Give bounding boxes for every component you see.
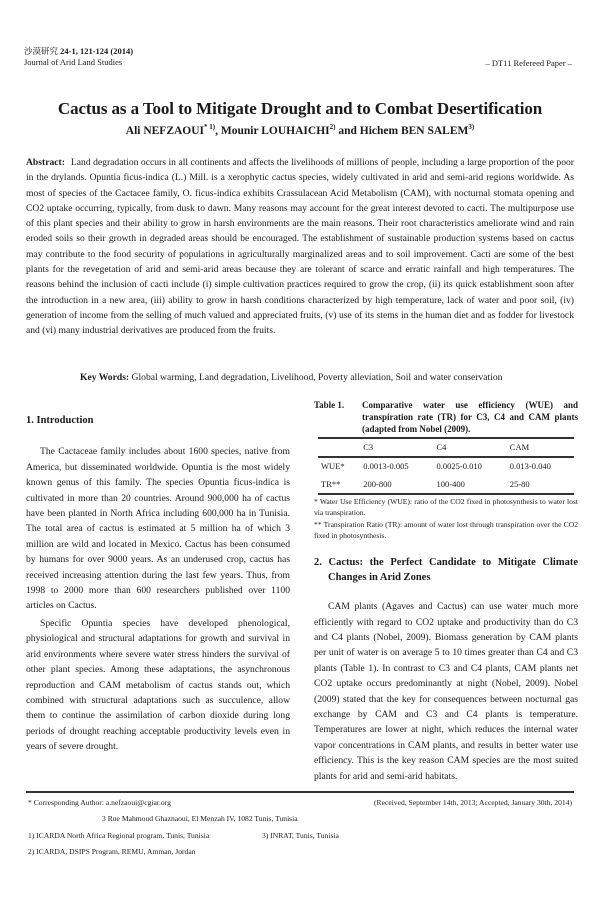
section-heading-cactus: 2. Cactus: the Perfect Candidate to Mitigate Climate Changes in Arid Zones [314, 557, 578, 584]
table-cell: WUE* [321, 461, 345, 472]
author-affiliation-mark: * 1) [204, 123, 216, 131]
right-column [314, 399, 578, 784]
table-header-row [318, 438, 574, 457]
table-footnote: * Water Use Efficiency (WUE): ratio of the CO2 fixed in photosynthesis to water lost via transpiration. [314, 497, 578, 518]
separator: , [215, 124, 221, 137]
author-name: Ali NEFZAOUI [125, 124, 205, 137]
table-row [318, 476, 574, 494]
table-header-cell: C3 [363, 442, 374, 452]
table-header-cell: CAM [509, 442, 530, 452]
journal-name-jp: 沙漠研究 [24, 46, 59, 56]
affiliation-2: 2) ICARDA, DSIPS Program, REMU, Amman, Jordan [28, 847, 196, 856]
paragraph: The Cactaceae family includes about 1600 species, native from America, but disseminated worldwide. Opuntia is the most widely known genus of this family. The species Opuntia ficus-indica is cultivated in more than 20 countries. Around 900,000 ha of cactus have been planted in North Africa including 600,000 ha in Tunisia. The total area of cactus is estimated at 5 million ha of which 3 million are wild and located in Mexico. Cactus has been consumed by humans for over 9000 years. As an underused crop, cactus has received increasing attention during the last few years. Thus, from 1998 to 2000 more than 600 researchers published over 1100 articles on Cactus. [26, 446, 290, 612]
abstract [26, 155, 574, 339]
journal-header [24, 46, 133, 68]
table-header-cell [318, 438, 360, 457]
left-column [26, 413, 290, 755]
received-dates: (Received, September 14th, 2013; Accepted, January 30th, 2014) [373, 798, 572, 807]
table-header-cell: C4 [436, 442, 447, 452]
table-cell: 200-800 [363, 478, 392, 489]
footer-divider [26, 791, 574, 793]
table-cell: 0.013-0.040 [509, 461, 551, 472]
affiliation-3: 3) INRAT, Tunis, Tunisia [262, 831, 339, 840]
keywords-label: Key Words: [80, 372, 130, 383]
affiliation-1: 1) ICARDA North Africa Regional program, Tunis, Tunisia [28, 831, 210, 840]
author-address: 3 Rue Mahmoud Ghaznaoui, El Menzah IV, 1082 Tunis, Tunisia [102, 814, 298, 823]
table-cell: 25-80 [509, 478, 530, 489]
volume-pages: 24-1, 121-124 (2014) [60, 46, 134, 56]
author-name: Mounir LOUHAICHI [220, 124, 330, 137]
abstract-label: Abstract: [26, 157, 65, 168]
table-cell: 0.0013-0.005 [363, 461, 409, 472]
author-name: Hichem BEN SALEM [359, 124, 469, 137]
keywords-text: Global warming, Land degradation, Livelihood, Poverty alleviation, Soil and water conservation [131, 372, 503, 383]
paragraph: CAM plants (Agaves and Cactus) can use water much more efficiently with regard to CO2 uptake and productivity than do C3 and C4 plants (Nobel, 2009). Biomass generation by CAM plants per unit of water is on average 5 to 10 times greater than C4 and C3 plants (Table 1). In contrast to C3 and C4 plants, CAM plants net CO2 uptake occurs predominantly at night (Nobel, 2009). Nobel (2009) stated that the key for consequences between nocturnal gas exchange by CAM and C3 and C4 plants is temperature. Temperatures are lower at night, which reduces the internal water vapor concentrations in CAM plants, and results in better water use efficiency. This is the key reason CAM species are the most suited plants for arid and semi-arid habitats. [314, 601, 578, 782]
table-footnote: ** Transpiration Ratio (TR): amount of water lost through transpiration over the CO2 fixed in photosynthesis. [314, 520, 578, 541]
separator: and [335, 124, 360, 137]
corresponding-author: * Corresponding Author: a.nefzaoui@cgiar.org [28, 798, 171, 807]
author-list [0, 123, 600, 137]
wue-table [318, 437, 574, 495]
table-caption-text: Comparative water use efficiency (WUE) and transpiration rate (TR) for C3, C4 and CAM plants (adapted from Nobel (2009). [362, 400, 578, 434]
author-affiliation-mark: 2) [329, 123, 336, 131]
table-cell: 0.0025-0.010 [436, 461, 482, 472]
author-affiliation-mark: 3) [468, 123, 475, 131]
section-heading-introduction: 1. Introduction [26, 415, 94, 426]
table-row [318, 457, 574, 475]
journal-name-en: Journal of Arid Land Studies [24, 57, 123, 67]
paper-title: Cactus as a Tool to Mitigate Drought and to Combat Desertification [57, 99, 543, 118]
keywords [80, 372, 580, 383]
table-label: Table 1. [314, 400, 345, 410]
abstract-text: Land degradation occurs in all continents and affects the livelihoods of millions of people, including a large proportion of the poor in the drylands. Opuntia ficus-indica (L.) Mill. is a xerophytic cactus species, widely cultivated in arid and semi-arid regions worldwide. As most of species of the Cactacee family, O. ficus-indica exhibits Crassulacean Acid Metabolism (CAM), with nocturnal stomata opening and CO2 uptake occurring, typically, from dusk to dawn. Many reasons may account for the great interest devoted to cacti. The multipurpose use of this plant species and their ability to grow in harsh environments are the main reasons. Their root characteristics ameliorate wind and rain eroded soils so their growth in degraded areas should be encouraged. The establishment of sustainable production systems based on cactus may contribute to the food security of populations in agriculturally marginalized areas and to soil improvement. Cacti are some of the best plants for the revegetation of arid and semi-arid areas because they are tolerant of scarce and erratic rainfall and high temperatures. The reasons behind the inclusion of cacti include (i) simple cultivation practices required to grow the crop, (ii) its quick establishment soon after the introduction in a new area, (iii) ability to grow in harsh conditions characterized by high temperature, lack of water and poor soil, (iv) generation of income from the selling of much valued and appreciated fruits, (v) use of its stems in the human diet and as fodder for livestock and (vi) many industrial derivatives are produced from the fruits. [26, 157, 574, 337]
table-cell: TR** [321, 478, 341, 489]
table-cell: 100-400 [436, 478, 465, 489]
table-caption [314, 399, 578, 435]
paragraph: Specific Opuntia species have developed phenological, physiological and structural adaptations for growth and survival in arid environments where severe water stress hinders the survival of other plant species. Among these adaptations, the asynchronous reproduction and CAM metabolism of cactus stands out, which combined with structural adaptations such as succulence, allow them to continue the assimilation of carbon dioxide during long periods of drought reaching acceptable productivity levels even in years of severe drought. [26, 617, 290, 753]
paper-type-label: – DT11 Refereed Paper – [485, 58, 572, 68]
